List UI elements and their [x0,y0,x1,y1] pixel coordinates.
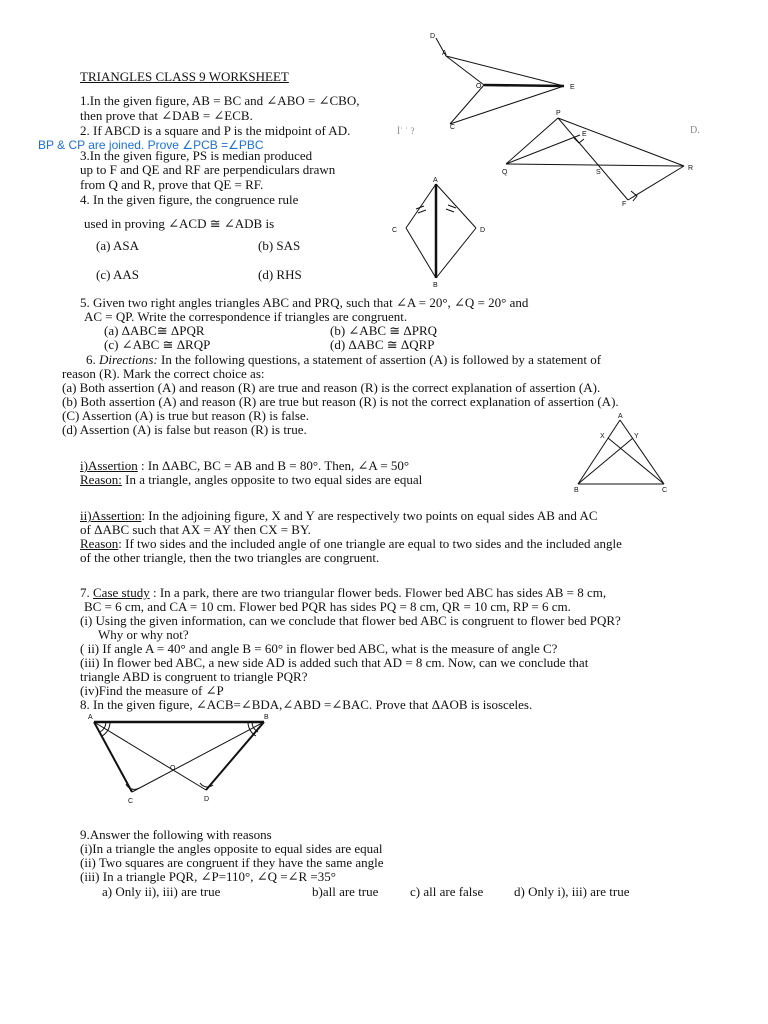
fig4-label-a: A [618,413,623,420]
q9-line1: 9.Answer the following with reasons [80,827,272,842]
q9-option-a: a) Only ii), iii) are true [102,884,221,899]
q4-line2: used in proving ∠ACD ≅ ∠ADB is [84,216,275,231]
fig5-label-o: O [170,765,176,772]
q6-reason-i [80,473,422,487]
fig1-label-c: C [450,124,456,131]
fig1-label-o: O [476,83,482,90]
fig5-label-c: C [128,798,134,805]
q6-assertion-i-text: : In ΔABC, BC = AB and B = 80°. Then, ∠A = 50° [137,458,410,473]
fig4-label-b: B [574,487,579,494]
fig2-label-r: R [688,165,694,172]
q9-option-c: c) all are false [410,884,484,899]
q5-line1: 5. Given two right angles triangles ABC and PRQ, such that ∠A = 20°, ∠Q = 20° and [80,295,529,310]
fig3-label-a: A [433,177,438,184]
q7-part-i: (i) Using the given information, can we conclude that flower bed ABC is congruent to flower bed PQR? [80,613,621,628]
q3-line1: 3.In the given figure, PS is median produced [80,148,313,163]
q5-option-a: (a) ΔABC≅ ΔPQR [104,323,205,338]
q6-reason-ii-text: : If two sides and the included angle of one triangle are equal to two sides and the included angle [118,536,622,551]
q6-assertion-ii-text: : In the adjoining figure, X and Y are respectively two points on equal sides AB and AC [141,508,598,523]
q4-line1: 4. In the given figure, the congruence rule [80,192,299,207]
fig1-label-a: A [442,50,447,57]
q6-choice-b: (b) Both assertion (A) and reason (R) are true but reason (R) is not the correct explanation of assertion (A). [62,394,619,409]
fig2-label-f: F [622,201,627,208]
fig4-label-y: Y [634,433,639,440]
q6-number: 6. [86,352,96,367]
fig5-label-b: B [264,714,269,721]
q7-case-study-label: Case study [93,585,150,600]
q7-line1 [80,586,606,600]
q6-choice-c: (C) Assertion (A) is true but reason (R) is false. [62,408,309,423]
fig3-label-c: C [392,227,398,234]
figure-5 [84,708,284,810]
figure-2 [500,106,700,210]
q4-option-d: (d) RHS [258,267,302,282]
fig2-label-q: Q [502,169,508,176]
q6-assertion-ii [80,509,598,523]
fig2-label-s: S [596,169,601,176]
fig2-label-p: P [556,110,561,117]
q6-reason-ii-line2: of the other triangle, then the two triangles are congruent. [80,550,380,565]
fig4-label-c: C [662,487,668,494]
q5-option-b: (b) ∠ABC ≅ ΔPRQ [330,323,438,338]
q7-number: 7. [80,585,90,600]
q7-part-iii-line2: triangle ABD is congruent to triangle PQR? [80,669,308,684]
q7-part-iv: (iv)Find the measure of ∠P [80,683,224,698]
q5-option-c: (c) ∠ABC ≅ ΔRQP [104,337,211,352]
q4-option-c: (c) AAS [96,267,139,282]
fig4-label-x: X [600,433,605,440]
figure-4 [566,410,686,496]
q6-intro-text: In the following questions, a statement of assertion (A) is followed by a statement of [157,352,602,367]
q1-line2: then prove that ∠DAB = ∠ECB. [80,108,253,123]
q2-overlay-text: BP & CP are joined. Prove ∠PCB =∠PBC [38,138,264,152]
fig3-label-d: D [480,227,486,234]
fig5-label-d: D [204,796,210,803]
q2-line1: 2. If ABCD is a square and P is the midpoint of AD. [80,123,351,138]
q1-line1: 1.In the given figure, AB = BC and ∠ABO = ∠CBO, [80,93,360,108]
q7-part-ii: ( ii) If angle A = 40° and angle B = 60° in flower bed ABC, what is the measure of angle C? [80,641,558,656]
q6-assertion-i [80,459,409,473]
q9-option-b: b)all are true [312,884,379,899]
q6-intro2: reason (R). Mark the correct choice as: [62,366,265,381]
fig1-label-e: E [570,84,575,91]
q6-reason-i-label: Reason: [80,472,122,487]
q5-option-d: (d) ΔABC ≅ ΔQRP [330,337,435,352]
q2-overflow-text: İ˙ ˙ ? [397,126,415,136]
q7-part-iii: (iii) In flower bed ABC, a new side AD is added such that AD = 8 cm. Now, can we conclude that [80,655,589,670]
q9-part-ii: (ii) Two squares are congruent if they have the same angle [80,855,384,870]
q7-part-i-line2: Why or why not? [98,627,189,642]
q9-option-d: d) Only i), iii) are true [514,884,630,899]
q8-line1: 8. In the given figure, ∠ACB=∠BDA,∠ABD =∠BAC. Prove that ΔAOB is isosceles. [80,697,533,712]
q9-part-i: (i)In a triangle the angles opposite to equal sides are equal [80,841,383,856]
q6-reason-i-text: In a triangle, angles opposite to two equal sides are equal [121,472,423,487]
q4-option-b: (b) SAS [258,238,301,253]
fig5-label-a: A [88,714,93,721]
q5-line2: AC = QP. Write the correspondence if triangles are congruent. [84,309,408,324]
q6-assertion-i-label: i)Assertion [80,458,138,473]
q6-directions-label: Directions: [99,352,158,367]
worksheet-title: TRIANGLES CLASS 9 WORKSHEET [80,69,289,84]
q7-line2: BC = 6 cm, and CA = 10 cm. Flower bed PQR has sides PQ = 8 cm, QR = 10 cm, RP = 6 cm. [84,599,571,614]
q3-line2: up to F and QE and RF are perpendiculars drawn [80,162,336,177]
q6-assertion-ii-line2: of ΔABC such that AX = AY then CX = BY. [80,522,311,537]
q3-line3: from Q and R, prove that QE = RF. [80,177,264,192]
fig1-label-d: D [430,33,436,40]
q6-reason-ii [80,537,622,551]
q9-part-iii: (iii) In a triangle PQR, ∠P=110°, ∠Q =∠R =35° [80,869,336,884]
figure-3 [384,174,494,292]
q6-intro [86,353,601,367]
fig3-label-b: B [433,282,438,289]
q6-choice-a: (a) Both assertion (A) and reason (R) are true and reason (R) is the correct explanation of assertion (A). [62,380,601,395]
q6-choice-d: (d) Assertion (A) is false but reason (R) is true. [62,422,307,437]
q4-option-a: (a) ASA [96,238,139,253]
fig2-label-e: E [582,131,587,138]
q2-stray-text: D. [690,125,700,136]
q7-text1: : In a park, there are two triangular flower beds. Flower bed ABC has sides AB = 8 cm, [149,585,607,600]
q6-reason-ii-label: Reason [80,536,119,551]
q6-assertion-ii-label: ii)Assertion [80,508,142,523]
